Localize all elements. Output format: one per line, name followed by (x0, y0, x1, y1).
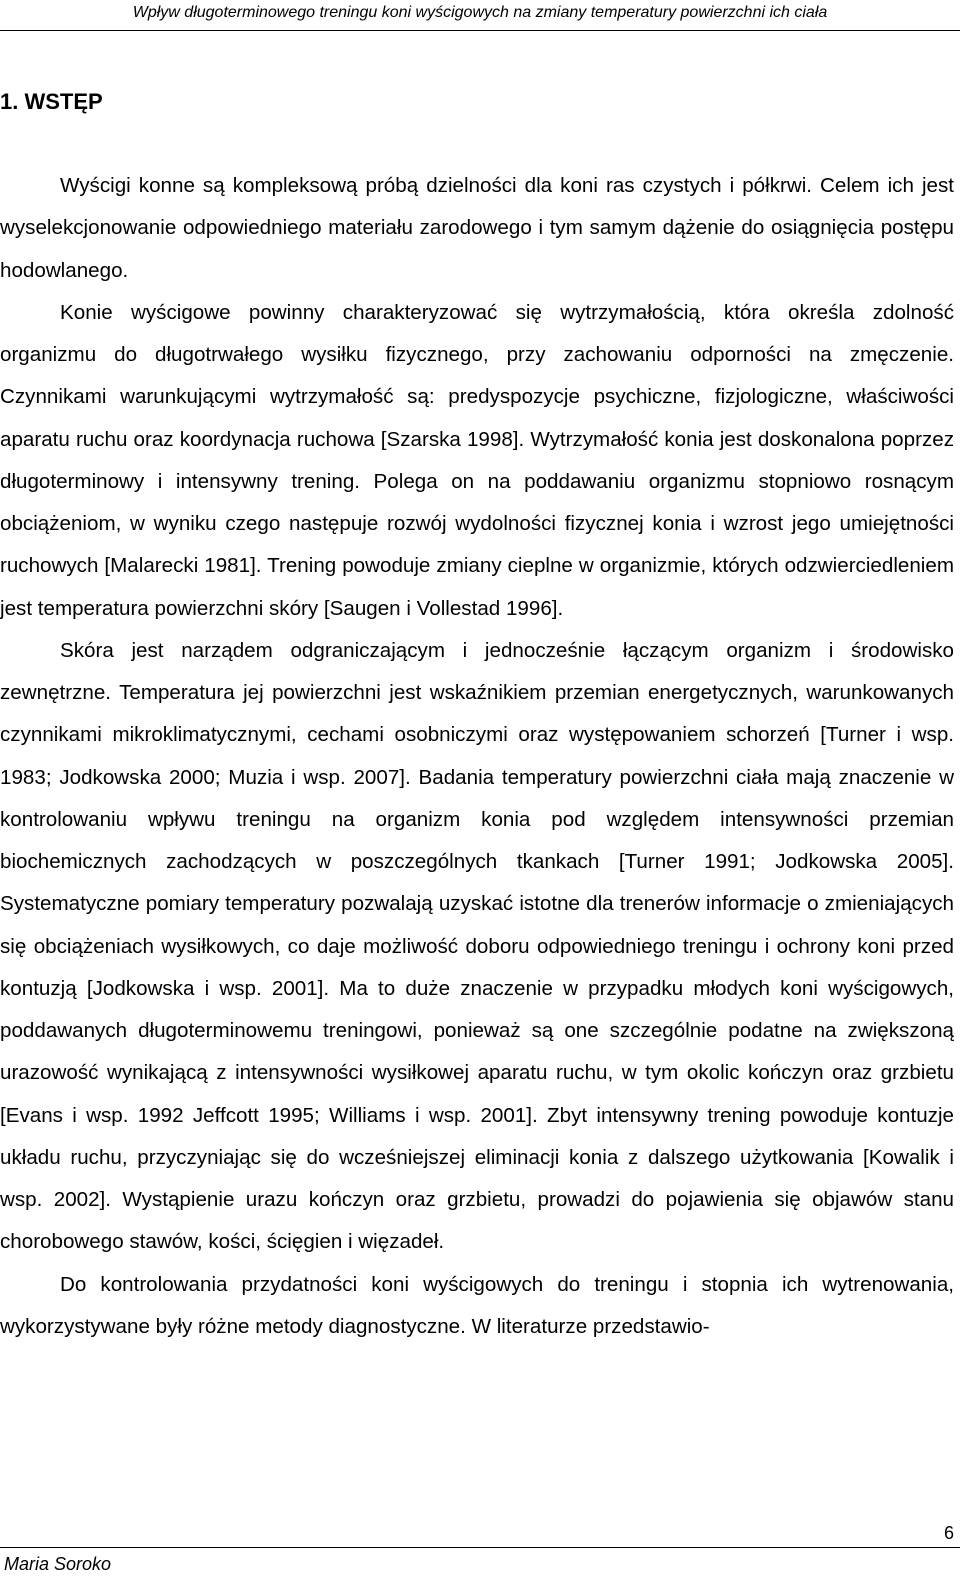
section-heading: 1. WSTĘP (0, 89, 103, 114)
paragraph-2: Konie wyścigowe powinny charakteryzować się wytrzymałością, która określa zdolność organizmu do długotrwałego wysiłku fizycznego, przy zachowaniu odporności na zmęczenie. Czynnikami warunkującymi wytrzymałość są: predyspozycje psychiczne, fizjologiczne, właściwości aparatu ruchu oraz koordynacja ruchowa [Szarska 1998]. Wytrzymałość konia jest doskonalona poprzez długoterminowy i intensywny trening. Polega on na poddawaniu organizmu stopniowo rosnącym obciążeniom, w wyniku czego następuje rozwój wydolności fizycznej konia i wzrost jego umiejętności ruchowych [Malarecki 1981]. Trening powoduje zmiany cieplne w organizmie, których odzwierciedleniem jest temperatura powierzchni skóry [Saugen i Vollestad 1996]. (0, 300, 954, 620)
running-header (0, 0, 960, 31)
footer-divider (0, 1547, 960, 1548)
body-text (0, 165, 954, 1348)
paragraph-4: Do kontrolowania przydatności koni wyścigowych do treningu i stopnia ich wytrenowania, wykorzystywane były różne metody diagnostyczne. W literaturze przedstawio- (0, 1272, 954, 1338)
running-header-title: Wpływ długoterminowego treningu koni wyścigowych na zmiany temperatury powierzchni ich ciała (132, 4, 828, 21)
footer-author: Maria Soroko (4, 1554, 112, 1574)
paragraph-1: Wyścigi konne są kompleksową próbą dzielności dla koni ras czystych i półkrwi. Celem ich jest wyselekcjonowanie odpowiedniego materiału zarodowego i tym samym dążenie do osiągnięcia postępu hodowlanego. (0, 174, 954, 282)
paragraph-3: Skóra jest narządem odgraniczającym i jednocześnie łączącym organizm i środowisko zewnętrzne. Temperatura jej powierzchni jest wskaźnikiem przemian energetycznych, warunkowanych czynnikami mikroklimatycznymi, cechami osobniczymi oraz występowaniem schorzeń [Turner i wsp. 1983; Jodkowska 2000; Muzia i wsp. 2007]. Badania temperatury powierzchni ciała mają znaczenie w kontrolowaniu wpływu treningu na organizm konia pod względem intensywności przemian biochemicznych zachodzących w poszczególnych tkankach [Turner 1991; Jodkowska 2005]. Systematyczne pomiary temperatury pozwalają uzyskać istotne dla trenerów informacje o zmieniających się obciążeniach wysiłkowych, co daje możliwość doboru odpowiedniego treningu i ochrony koni przed kontuzją [Jodkowska i wsp. 2001]. Ma to duże znaczenie w przypadku młodych koni wyścigowych, poddawanych długoterminowemu treningowi, ponieważ są one szczególnie podatne na zwiększoną urazowość wynikającą z intensywności wysiłkowej aparatu ruchu, w tym okolic kończyn oraz grzbietu [Evans i wsp. 1992 Jeffcott 1995; Williams i wsp. 2001]. Zbyt intensywny trening powoduje kontuzje układu ruchu, przyczyniając się do wcześniejszej eliminacji konia z dalszego użytkowania [Kowalik i wsp. 2002]. Wystąpienie urazu kończyn oraz grzbietu, prowadzi do pojawienia się objawów stanu chorobowego stawów, kości, ścięgien i więzadeł. (0, 638, 954, 1254)
page-number: 6 (943, 1523, 954, 1543)
